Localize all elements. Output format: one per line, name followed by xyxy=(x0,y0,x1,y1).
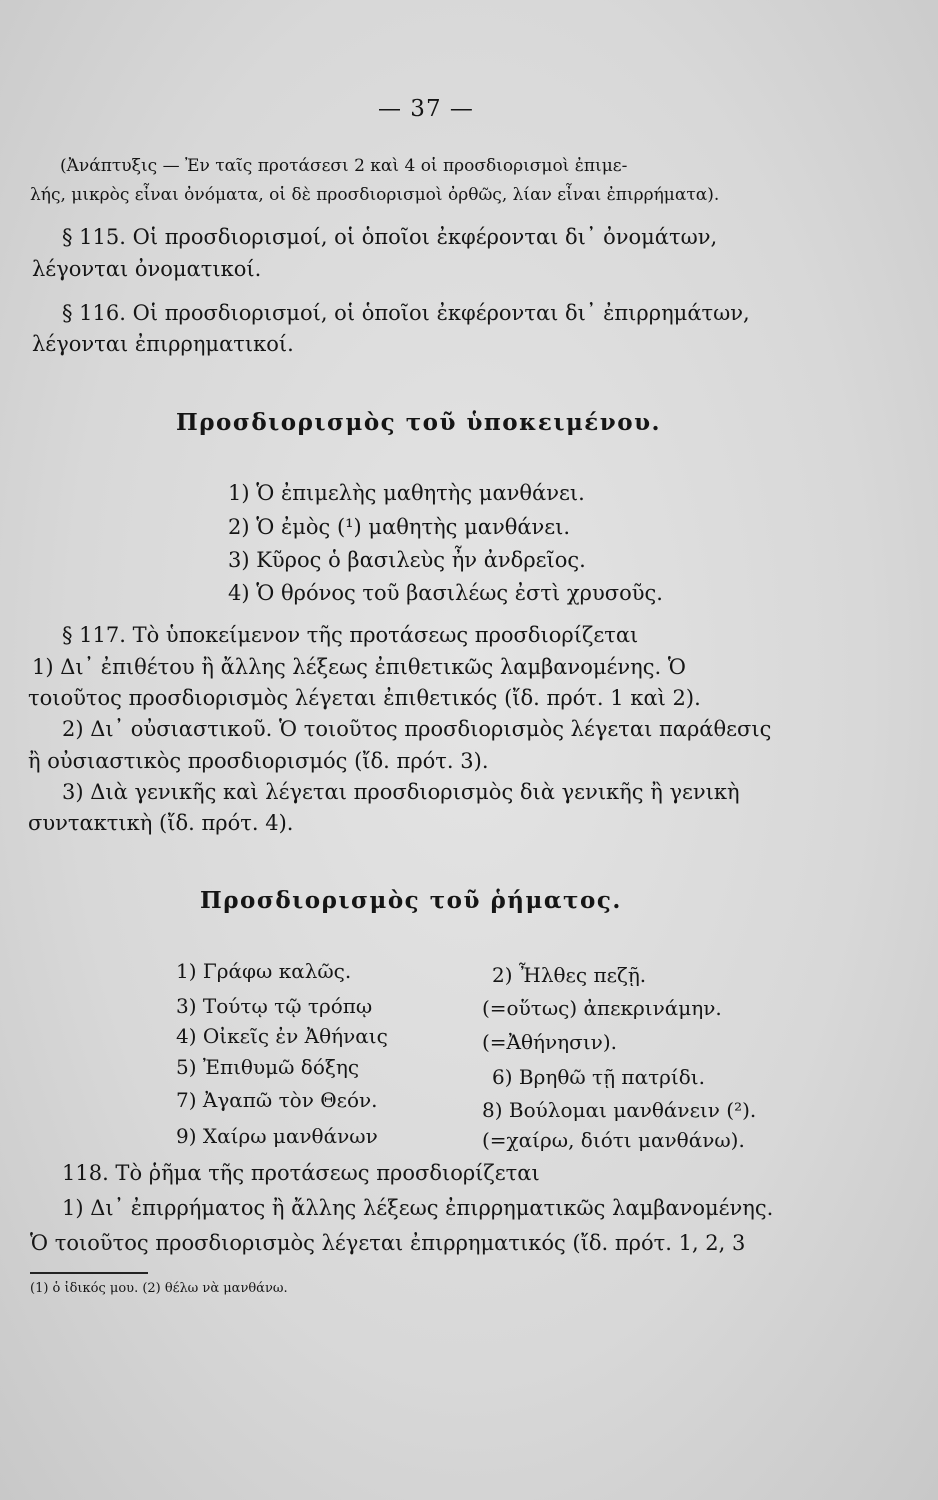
section-117-line-1: § 117. Τὸ ὑποκείμενον τῆς προτάσεως προσδιορίζεται xyxy=(62,623,639,647)
section-115-line-2: λέγονται ὀνοματικοί. xyxy=(32,257,262,281)
page-number: — 37 — xyxy=(378,96,474,122)
section-115-line-1: § 115. Οἱ προσδιορισμοί, οἱ ὁποῖοι ἐκφέρονται δι᾽ ὀνομάτων, xyxy=(62,225,718,249)
verb-example-left-6: 9) Χαίρω μανθάνων xyxy=(176,1124,378,1148)
section-117-line-4: 2) Δι᾽ οὐσιαστικοῦ. Ὁ τοιοῦτος προσδιορισμὸς λέγεται παράθεσις xyxy=(62,717,772,741)
example-2: 2) Ὁ ἐμὸς (¹) μαθητὴς μανθάνει. xyxy=(228,515,571,539)
verb-example-right-3: (=Ἀθήνησιν). xyxy=(482,1030,617,1054)
section-118-line-3: Ὁ τοιοῦτος προσδιορισμὸς λέγεται ἐπιρρηματικός (ἴδ. πρότ. 1, 2, 3 xyxy=(30,1231,746,1255)
section-117-line-6: 3) Διὰ γενικῆς καὶ λέγεται προσδιορισμὸς διὰ γενικῆς ἢ γενικὴ xyxy=(62,780,740,804)
example-4: 4) Ὁ θρόνος τοῦ βασιλέως ἐστὶ χρυσοῦς. xyxy=(228,581,663,605)
verb-example-right-2: (=οὕτως) ἀπεκρινάμην. xyxy=(482,996,722,1020)
section-118-line-2: 1) Δι᾽ ἐπιρρήματος ἢ ἄλλης λέξεως ἐπιρρηματικῶς λαμβανομένης. xyxy=(62,1196,774,1220)
verb-example-left-5: 7) Ἀγαπῶ τὸν Θεόν. xyxy=(176,1088,378,1112)
section-117-line-7: συντακτικὴ (ἴδ. πρότ. 4). xyxy=(28,811,294,835)
verb-example-left-3: 4) Οἰκεῖς ἐν Ἀθήναις xyxy=(176,1024,388,1048)
verb-example-left-4: 5) Ἐπιθυμῶ δόξης xyxy=(176,1055,360,1079)
heading-verb-modifier: Προσδιορισμὸς τοῦ ῥήματος. xyxy=(200,887,622,914)
verb-example-left-1: 1) Γράφω καλῶς. xyxy=(176,959,352,983)
example-1: 1) Ὁ ἐπιμελὴς μαθητὴς μανθάνει. xyxy=(228,481,585,505)
verb-example-right-4: 6) Βρηθῶ τῇ πατρίδι. xyxy=(492,1065,705,1089)
verb-example-right-1: 2) Ἦλθες πεζῇ. xyxy=(492,963,647,987)
intro-line-1: (Ἀνάπτυξις — Ἐν ταῖς προτάσεσι 2 καὶ 4 οἱ προσδιορισμοὶ ἐπιμε- xyxy=(60,156,628,176)
example-3: 3) Κῦρος ὁ βασιλεὺς ἦν ἀνδρεῖος. xyxy=(228,548,586,572)
section-117-line-5: ἢ οὐσιαστικὸς προσδιορισμός (ἴδ. πρότ. 3). xyxy=(28,749,489,773)
intro-line-2: λής, μικρὸς εἶναι ὀνόματα, οἱ δὲ προσδιορισμοὶ ὀρθῶς, λίαν εἶναι ἐπιρρήματα). xyxy=(30,185,720,205)
section-116-line-2: λέγονται ἐπιρρηματικοί. xyxy=(32,332,294,356)
verb-example-right-5: 8) Βούλομαι μανθάνειν (²). xyxy=(482,1098,757,1122)
footnote: (1) ὁ ἰδικός μου. (2) θέλω νὰ μανθάνω. xyxy=(30,1281,288,1296)
footnote-rule xyxy=(30,1272,148,1274)
section-117-line-3: τοιοῦτος προσδιορισμὸς λέγεται ἐπιθετικός (ἴδ. πρότ. 1 καὶ 2). xyxy=(28,686,701,710)
heading-subject-modifier: Προσδιορισμὸς τοῦ ὑποκειμένου. xyxy=(176,409,662,436)
verb-example-right-6: (=χαίρω, διότι μανθάνω). xyxy=(482,1128,745,1152)
section-118-line-1: 118. Τὸ ῥῆμα τῆς προτάσεως προσδιορίζεται xyxy=(62,1161,540,1185)
section-117-line-2: 1) Δι᾽ ἐπιθέτου ἢ ἄλλης λέξεως ἐπιθετικῶς λαμβανομένης. Ὁ xyxy=(32,655,686,679)
verb-example-left-2: 3) Τούτῳ τῷ τρόπῳ xyxy=(176,994,373,1018)
section-116-line-1: § 116. Οἱ προσδιορισμοί, οἱ ὁποῖοι ἐκφέρονται δι᾽ ἐπιρρημάτων, xyxy=(62,301,750,325)
